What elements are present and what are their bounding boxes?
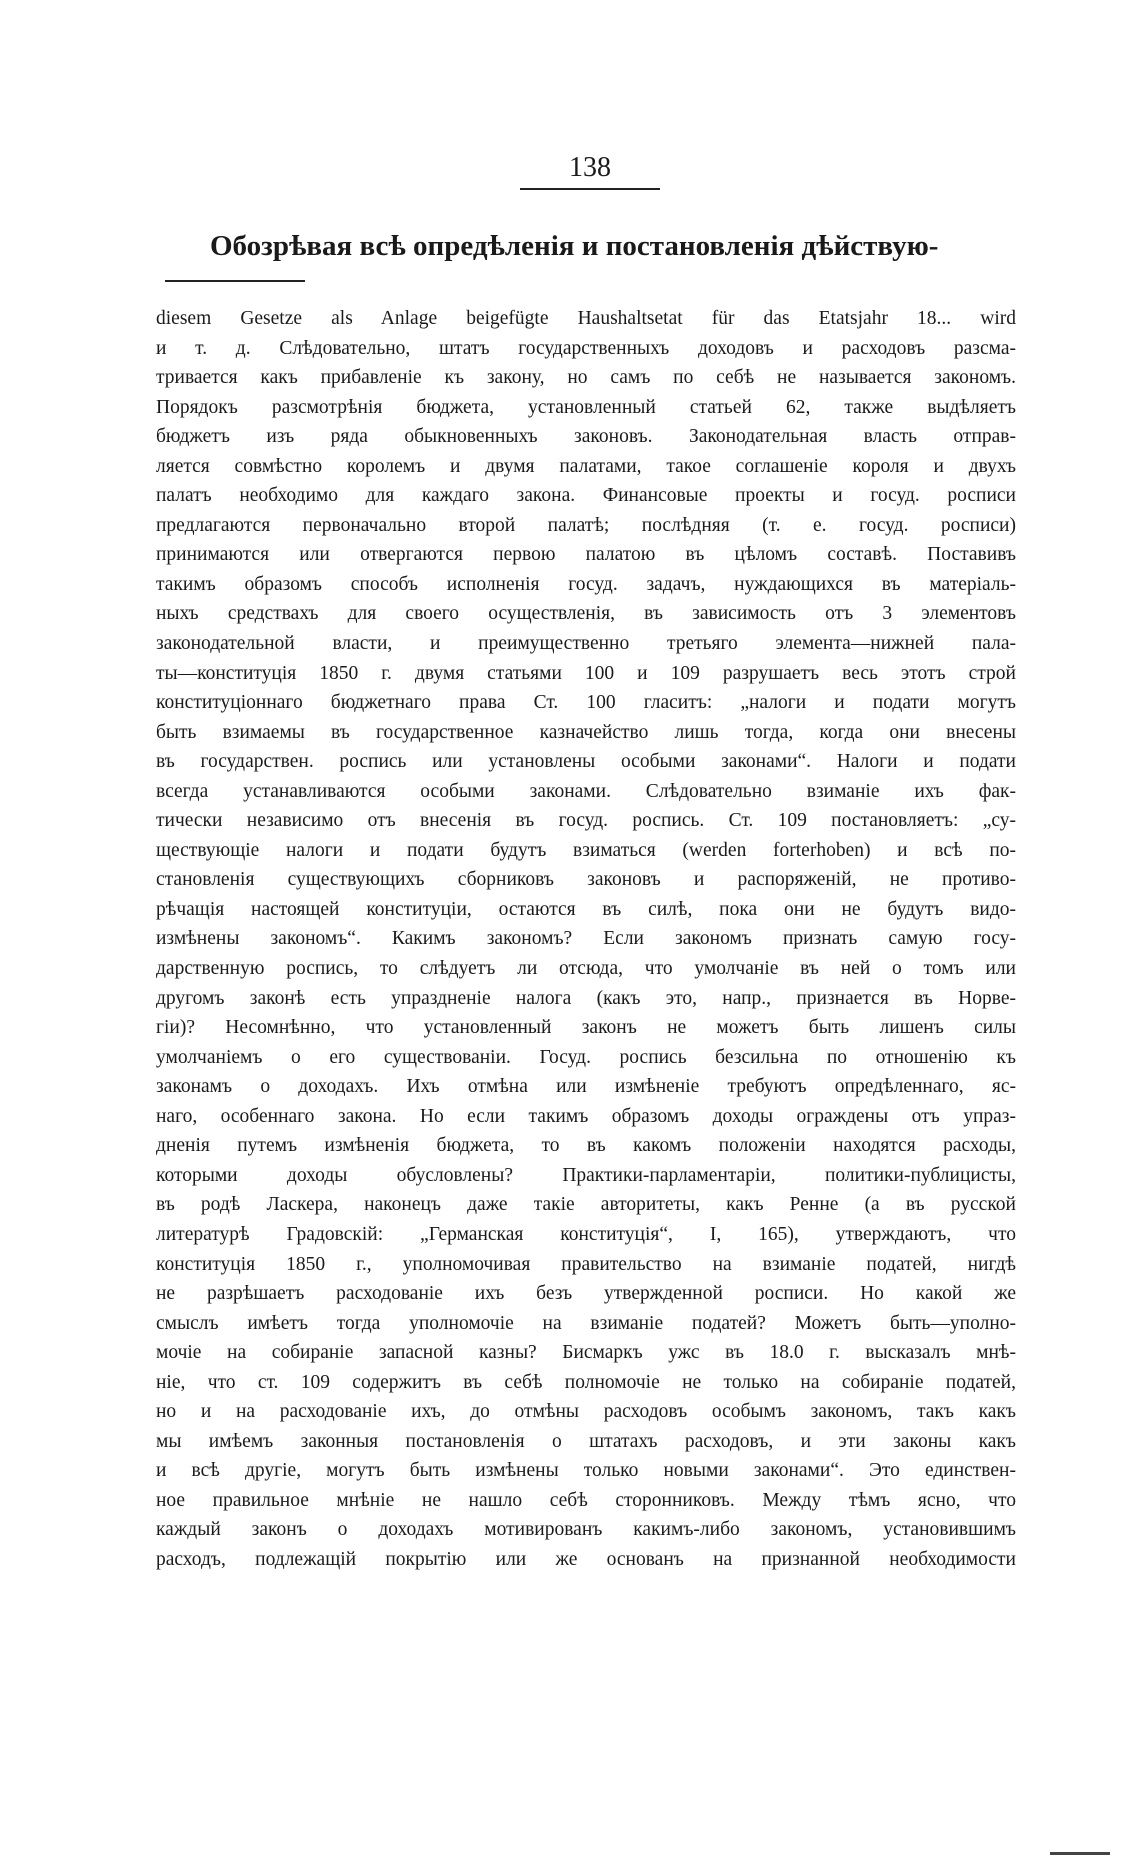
text-line: умолчаніемъ о его существованіи. Госуд. роспись безсильна по отношенію къ <box>156 1046 1016 1068</box>
text-line: другомъ законѣ есть упраздненіе налога (какъ это, напр., признается въ Норве- <box>156 987 1016 1009</box>
text-line: рѣчащія настоящей конституціи, остаются въ силѣ, пока они не будутъ видо- <box>156 898 1016 920</box>
text-line: ляется совмѣстно королемъ и двумя палатами, такое соглашеніе короля и двухъ <box>156 455 1016 477</box>
text-line: становленія существующихъ сборниковъ законовъ и распоряженій, не противо- <box>156 869 1016 891</box>
text-line: литературѣ Градовскій: „Германская конституція“, I, 165), утверждаютъ, что <box>156 1223 1016 1245</box>
text-line: конституція 1850 г., уполномочивая правительство на взиманіе податей, нигдѣ <box>156 1253 1016 1275</box>
text-line: ніе, что ст. 109 содержитъ въ себѣ полномочіе не только на собираніе податей, <box>156 1371 1016 1393</box>
text-line: ществующіе налоги и подати будутъ взиматься (werden forterhoben) и всѣ по- <box>156 839 1016 861</box>
text-line: дарственную роспись, то слѣдуетъ ли отсюда, что умолчаніе въ ней о томъ или <box>156 958 1016 980</box>
text-line: расходъ, подлежащій покрытію или же основанъ на признанной необходимости <box>156 1548 1016 1570</box>
text-line: такимъ образомъ способъ исполненія госуд. задачъ, нуждающихся въ матеріаль- <box>156 573 1016 595</box>
page-number: 138 <box>569 152 611 183</box>
text-line: Порядокъ разсмотрѣнія бюджета, установленный статьей 62, также выдѣляетъ <box>156 396 1016 418</box>
text-line: и т. д. Слѣдовательно, штатъ государственныхъ доходовъ и расходовъ разсма- <box>156 337 1016 359</box>
text-line: тически независимо отъ внесенія въ госуд. роспись. Ст. 109 постановляетъ: „су- <box>156 810 1016 832</box>
text-line: не разрѣшаетъ расходованіе ихъ безъ утвержденной росписи. Но какой же <box>156 1283 1016 1305</box>
text-line: которыми доходы обусловлены? Практики-парламентаріи, политики-публицисты, <box>156 1164 1016 1186</box>
text-line: всегда устанавливаются особыми законами. Слѣдовательно взиманіе ихъ фак- <box>156 780 1016 802</box>
scan-edge-mark <box>1050 1852 1110 1855</box>
text-line: въ государствен. роспись или установлены особыми законами“. Налоги и подати <box>156 751 1016 773</box>
text-line: конституціоннаго бюджетнаго права Ст. 100 гласитъ: „налоги и подати могутъ <box>156 692 1016 714</box>
text-line: тривается какъ прибавленіе къ закону, но самъ по себѣ не называется закономъ. <box>156 367 1016 389</box>
text-line: ныхъ средствахъ для своего осуществленія, въ зависимость отъ 3 элементовъ <box>156 603 1016 625</box>
text-line: законамъ о доходахъ. Ихъ отмѣна или измѣненіе требуютъ опредѣленнаго, яс- <box>156 1076 1016 1098</box>
text-line: ты—конституція 1850 г. двумя статьями 100 и 109 разрушаетъ весь этотъ строй <box>156 662 1016 684</box>
text-line: предлагаются первоначально второй палатѣ; послѣдняя (т. е. госуд. росписи) <box>156 514 1016 536</box>
text-line: и всѣ другіе, могутъ быть измѣнены только новыми законами“. Это единствен- <box>156 1460 1016 1482</box>
text-line: но и на расходованіе ихъ, до отмѣны расходовъ особымъ закономъ, такъ какъ <box>156 1401 1016 1423</box>
running-heading: Обозрѣвая всѣ опредѣленія и постановленія дѣйствую- <box>210 230 939 262</box>
text-line: каждый законъ о доходахъ мотивированъ какимъ-либо закономъ, установившимъ <box>156 1519 1016 1541</box>
text-line: въ родѣ Ласкера, наконецъ даже такіе авторитеты, какъ Ренне (а въ русской <box>156 1194 1016 1216</box>
text-line: дненія путемъ измѣненія бюджета, то въ какомъ положеніи находятся расходы, <box>156 1135 1016 1157</box>
page-number-rule <box>520 188 660 190</box>
text-line: наго, особеннаго закона. Но если такимъ образомъ доходы ограждены отъ упраз- <box>156 1105 1016 1127</box>
text-line: принимаются или отвергаются первою палатою въ цѣломъ составѣ. Поставивъ <box>156 544 1016 566</box>
body-text <box>156 304 1016 1575</box>
text-line: diesem Gesetze als Anlage beigefügte Haushaltsetat für das Etatsjahr 18... wird <box>156 308 1016 329</box>
section-rule <box>165 280 305 282</box>
text-line: бюджетъ изъ ряда обыкновенныхъ законовъ. Законодательная власть отправ- <box>156 426 1016 448</box>
text-line: мочіе на собираніе запасной казны? Бисмаркъ ужс въ 18.0 г. высказалъ мнѣ- <box>156 1342 1016 1364</box>
text-line: законодательной власти, и преимущественно третьяго элемента—нижней пала- <box>156 633 1016 655</box>
text-line: гіи)? Несомнѣнно, что установленный законъ не можетъ быть лишенъ силы <box>156 1017 1016 1039</box>
text-line: измѣнены закономъ“. Какимъ закономъ? Если закономъ признать самую госу- <box>156 928 1016 950</box>
text-line: палатъ необходимо для каждаго закона. Финансовые проекты и госуд. росписи <box>156 485 1016 507</box>
text-line: быть взимаемы въ государственное казначейство лишь тогда, когда они внесены <box>156 721 1016 743</box>
text-line: ное правильное мнѣніе не нашло себѣ сторонниковъ. Между тѣмъ ясно, что <box>156 1489 1016 1511</box>
text-line: мы имѣемъ законныя постановленія о штатахъ расходовъ, и эти законы какъ <box>156 1430 1016 1452</box>
text-line: смыслъ имѣетъ тогда уполномочіе на взиманіе податей? Можетъ быть—уполно- <box>156 1312 1016 1334</box>
